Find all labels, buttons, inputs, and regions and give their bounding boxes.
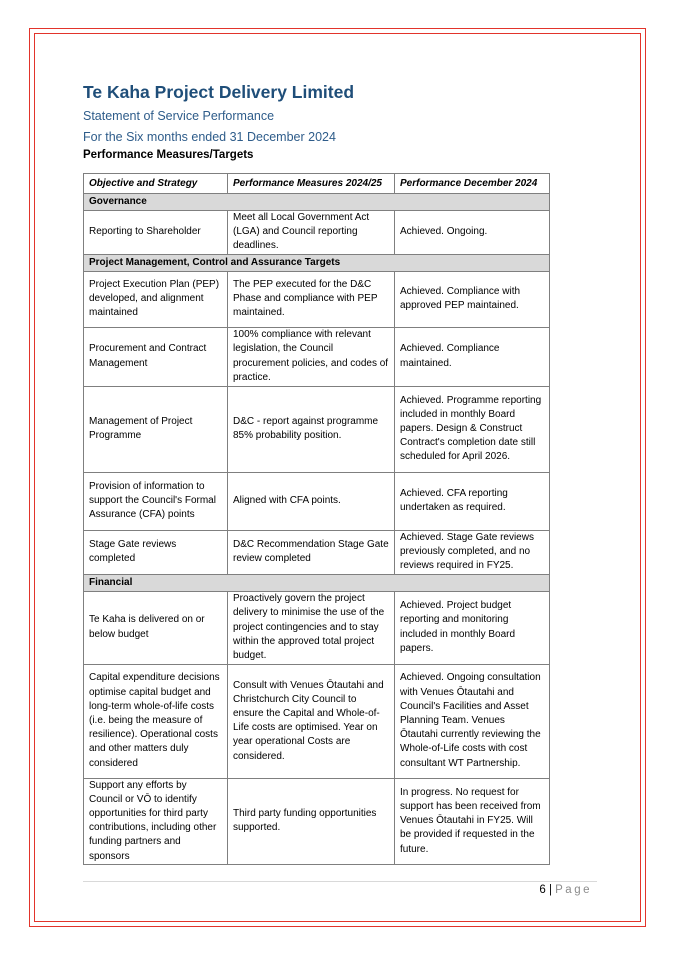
reporting-period: For the Six months ended 31 December 2024 [83,130,336,144]
section-label: Financial [84,574,550,591]
page-footer [539,884,592,896]
performance-cell: Achieved. Compliance with approved PEP maintained. [395,271,550,327]
table-row [84,211,550,255]
table-header-row [84,174,550,194]
table-row [84,530,550,574]
objective-cell: Management of Project Programme [84,386,228,472]
page-number: 6 [539,884,546,896]
measure-cell: Consult with Venues Ōtautahi and Christchurch City Council to ensure the Capital and Whole-of-Life costs are optimised. Year on year operational Costs are considered. [228,664,395,778]
objective-cell: Te Kaha is delivered on or below budget [84,591,228,664]
table-row [84,664,550,778]
footer-divider [83,881,597,882]
objective-cell: Capital expenditure decisions optimise capital budget and long-term whole-of-life costs (i.e. being the measure of resilience). Operational costs and other matters duly considered [84,664,228,778]
measure-cell: D&C Recommendation Stage Gate review completed [228,530,395,574]
column-header-objective: Objective and Strategy [84,174,228,194]
measure-cell: Meet all Local Government Act (LGA) and Council reporting deadlines. [228,211,395,255]
column-header-performance: Performance December 2024 [395,174,550,194]
performance-cell: Achieved. Ongoing. [395,211,550,255]
section-row-financial [84,574,550,591]
page-label: Page [555,884,592,896]
objective-cell: Procurement and Contract Management [84,327,228,386]
objective-cell: Stage Gate reviews completed [84,530,228,574]
performance-cell: Achieved. Project budget reporting and monitoring included in monthly Board papers. [395,591,550,664]
document-title: Te Kaha Project Delivery Limited [83,82,355,102]
section-label: Project Management, Control and Assurance Targets [84,254,550,271]
document-subtitle: Statement of Service Performance [83,109,275,123]
table-row [84,271,550,327]
objective-cell: Provision of information to support the Council's Formal Assurance (CFA) points [84,472,228,530]
performance-cell: Achieved. Compliance maintained. [395,327,550,386]
table-row [84,778,550,864]
objective-cell: Support any efforts by Council or VŌ to identify opportunities for third party contributions, including other funding partners and sponsors [84,778,228,864]
measure-cell: Aligned with CFA points. [228,472,395,530]
table-row [84,386,550,472]
performance-cell: Achieved. CFA reporting undertaken as required. [395,472,550,530]
measure-cell: The PEP executed for the D&C Phase and compliance with PEP maintained. [228,271,395,327]
section-row-project-management [84,254,550,271]
measure-cell: Third party funding opportunities supported. [228,778,395,864]
page-separator: | [548,884,552,896]
performance-cell: In progress. No request for support has been received from Venues Ōtautahi in FY25. Will be provided if requested in the future. [395,778,550,864]
objective-cell: Reporting to Shareholder [84,211,228,255]
performance-cell: Achieved. Programme reporting included in monthly Board papers. Design & Construct Contract's completion date still scheduled for April 2026. [395,386,550,472]
table-row [84,472,550,530]
performance-cell: Achieved. Stage Gate reviews previously completed, and no reviews required in FY25. [395,530,550,574]
table-row [84,591,550,664]
measure-cell: D&C - report against programme 85% probability position. [228,386,395,472]
table-row [84,327,550,386]
section-heading: Performance Measures/Targets [83,149,254,161]
performance-cell: Achieved. Ongoing consultation with Venues Ōtautahi and Council's Facilities and Asset Planning Team. Venues Ōtautahi currently reviewing the Whole-of-Life costs with cost consultant WT Partnership. [395,664,550,778]
section-row-governance [84,194,550,211]
objective-cell: Project Execution Plan (PEP) developed, and alignment maintained [84,271,228,327]
column-header-measures: Performance Measures 2024/25 [228,174,395,194]
section-label: Governance [84,194,550,211]
measure-cell: 100% compliance with relevant legislation, the Council procurement policies, and codes of practice. [228,327,395,386]
performance-table [83,173,550,865]
measure-cell: Proactively govern the project delivery to minimise the use of the project contingencies and to stay within the approved total project budget. [228,591,395,664]
